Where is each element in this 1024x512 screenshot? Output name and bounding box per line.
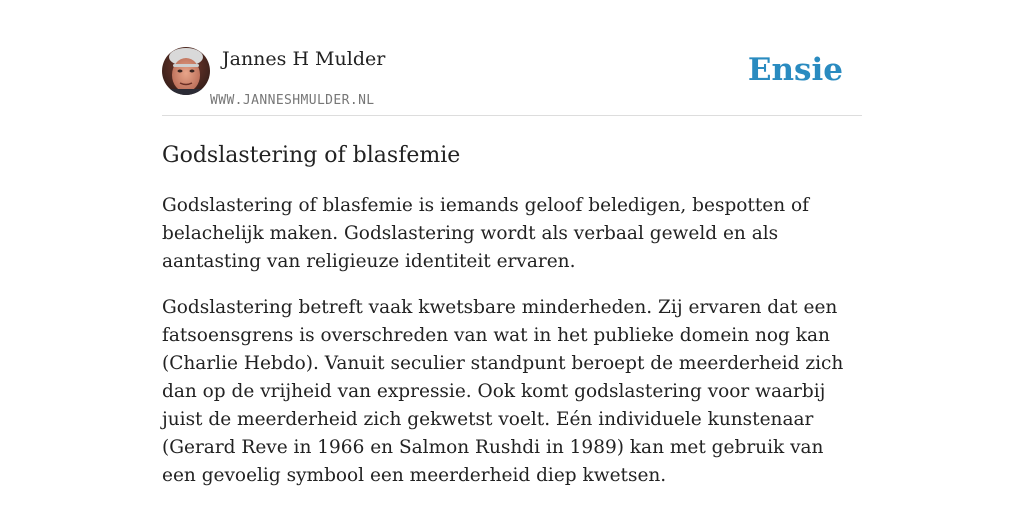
brand-logo[interactable]: Ensie xyxy=(747,52,843,88)
author-website-link[interactable]: WWW.JANNESHMULDER.NL xyxy=(210,93,375,108)
avatar[interactable] xyxy=(162,47,210,95)
author-name[interactable]: Jannes H Mulder xyxy=(222,48,386,70)
card-header xyxy=(162,44,862,116)
definition-card xyxy=(162,44,862,490)
body-paragraph: Godslastering of blasfemie is iemands geloof beledigen, bespotten of belachelijk maken. Godslastering wordt als verbaal geweld en als aantasting van religieuze identiteit ervaren. xyxy=(162,195,810,272)
author-portrait-icon xyxy=(162,47,210,95)
page-title: Godslastering of blasfemie xyxy=(162,143,461,168)
body-paragraph: Godslastering betreft vaak kwetsbare minderheden. Zij ervaren dat een fatsoensgrens is overschreden van wat in het publieke domein nog kan (Charlie Hebdo). Vanuit seculier standpunt beroept de meerderheid zich dan op de vrijheid van expressie. Ook komt godslastering voor waarbij juist de meerderheid zich gekwetst voelt. Eén individuele kunstenaar (Gerard Reve in 1966 en Salmon Rushdi in 1989) kan met gebruik van een gevoelig symbool een meerderheid diep kwetsen. xyxy=(162,297,844,486)
